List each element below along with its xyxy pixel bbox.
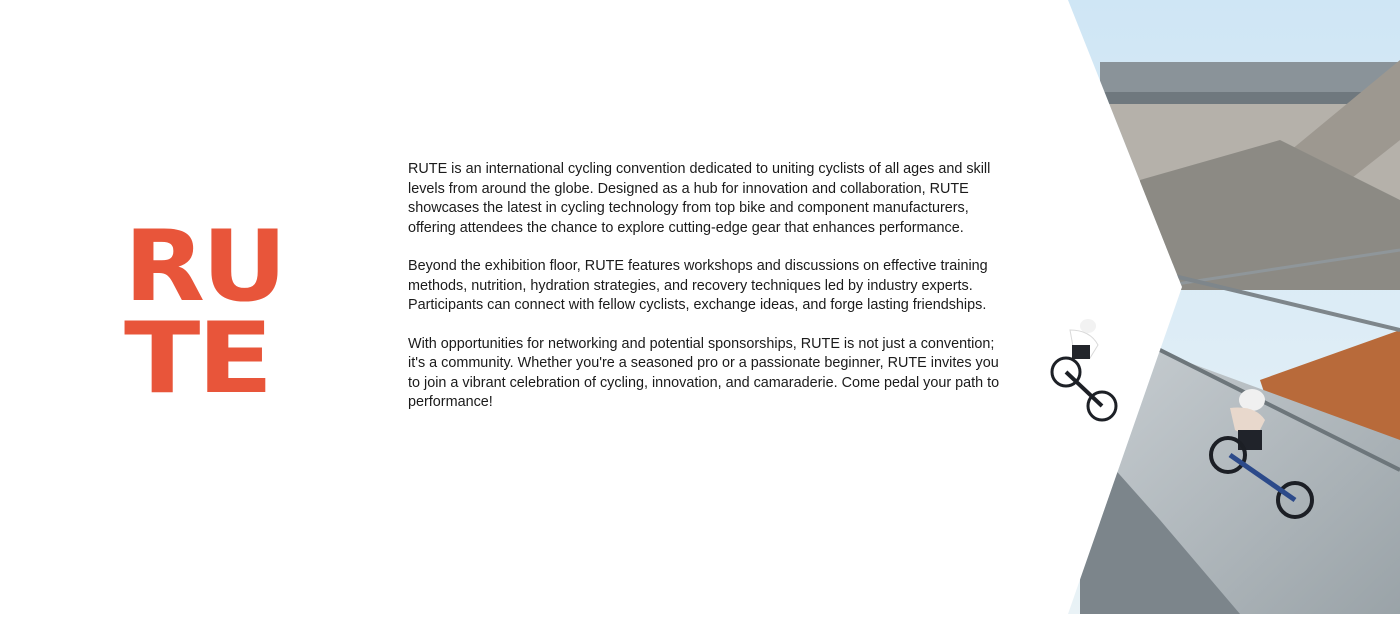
paragraph-intro: RUTE is an international cycling convention dedicated to uniting cyclists of all ages and skill levels from around the globe. Designed as a hub for innovation and collaboration, RUTE showcases the latest in cycling technology from top bike and component manufacturers, offering attendees the chance to explore cutting-edge gear that enhances performance.: [408, 161, 991, 236]
paragraph-workshops: Beyond the exhibition floor, RUTE features workshops and discussions on effective training methods, nutrition, hydration strategies, and recovery techniques led by industry experts. Participants can connect with fellow cyclists, exchange ideas, and forge lasting friendships.: [408, 258, 988, 313]
description: [408, 160, 1008, 432]
logo-line-2: TE: [124, 302, 270, 394]
paragraph-community: With opportunities for networking and potential sponsorships, RUTE is not just a convention; it's a community. Whether you're a seasoned pro or a passionate beginner, RUTE invites you to join a vibrant celebration of cycling, innovation, and camaraderie. Come pedal your path to performance!: [408, 335, 1000, 410]
rute-logo: [124, 214, 286, 394]
logo-line-1: RU: [124, 214, 284, 324]
cycling-photo: [1040, 0, 1400, 614]
